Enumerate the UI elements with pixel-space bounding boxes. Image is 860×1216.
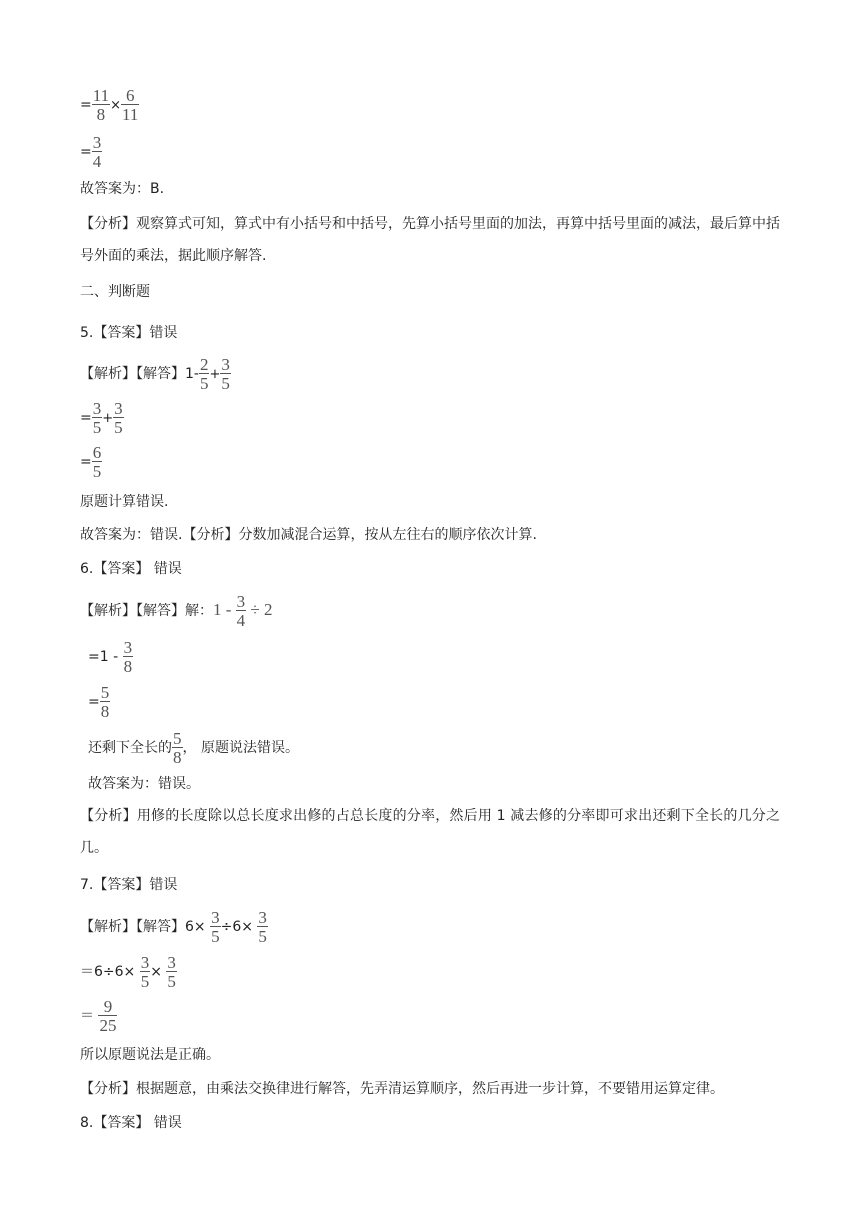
fraction: $\frac{3}{5}$ [140,953,150,991]
fraction: $\frac{3}{5}$ [221,355,230,393]
fraction: $\frac{3}{5}$ [258,908,267,946]
q7-analysis: 【分析】根据题意，由乘法交换律进行解答，先弄清运算顺序，然后再进一步计算，不要错用运算定律。 [80,1081,724,1097]
fraction: $\frac{3}{4}$ [236,592,246,630]
fraction: $\frac{3}{5}$ [114,399,123,437]
q5-analysis: 故答案为：错误.【分析】分数加减混合运算，按从左往右的顺序依次计算. [80,527,537,543]
q5-conclusion: 原题计算错误. [80,494,169,510]
calc-line [80,135,102,169]
q6-calc-line: = $\frac{5}{8}$ [88,683,110,721]
fraction: $\frac{6}{5}$ [92,443,102,481]
fraction: $\frac{11}{8}$ [92,86,110,124]
fraction: $\frac{3}{4}$ [92,133,102,171]
q6-answer-heading: 6.【答案】 错误 [80,561,182,577]
fraction: $\frac{3}{5}$ [167,953,176,991]
fraction: $\frac{5}{8}$ [173,729,182,767]
fraction: $\frac{3}{5}$ [211,908,220,946]
fraction: $\frac{3}{8}$ [123,638,133,676]
q6-solution-line: 【解析】【解答】解：1 - $\frac{3}{4}$ ÷ 2 [80,592,273,630]
answer-line: 故答案为：B. [80,181,165,197]
equals-sign: = [80,144,92,160]
q7-calc-line: ＝6÷6× $\frac{3}{5}$ × $\frac{3}{5}$ [80,953,176,991]
section-heading: 二、判断题 [80,284,150,300]
q5-calc-line: = $\frac{6}{5}$ [80,443,102,481]
q6-conclusion: 还剩下全长的 $\frac{5}{8}$ ， 原题说法错误。 [88,729,299,767]
q8-answer-heading: 8.【答案】 错误 [80,1115,182,1131]
q5-solution-line: 【解析】【解答】1- $\frac{2}{5}$ + $\frac{3}{5}$ [80,355,230,393]
fraction: $\frac{6}{11}$ [122,86,139,124]
q7-answer-heading: 7.【答案】错误 [80,877,178,893]
fraction: $\frac{9}{25}$ [99,997,117,1035]
fraction: $\frac{5}{8}$ [100,683,110,721]
q5-answer-heading: 5.【答案】错误 [80,325,178,341]
q6-analysis: 【分析】用修的长度除以总长度求出修的占总长度的分率，然后用 1 减去修的分率即可求出还剩下全长的几分之几。 [80,808,780,856]
q6-answer-line: 故答案为：错误。 [88,776,200,792]
analysis-paragraph: 【分析】观察算式可知，算式中有小括号和中括号，先算小括号里面的加法，再算中括号里面的减法，最后算中括号外面的乘法，据此顺序解答. [80,216,780,264]
fraction: $\frac{3}{5}$ [92,399,102,437]
calc-line [80,88,139,122]
q7-calc-line: ＝ $\frac{9}{25}$ [80,997,117,1035]
q7-conclusion: 所以原题说法是正确。 [80,1047,220,1063]
q5-calc-line: = $\frac{3}{5}$ + $\frac{3}{5}$ [80,399,123,437]
operator: × [110,98,122,113]
equals-sign: = [80,97,92,113]
q7-solution-line: 【解析】【解答】6× $\frac{3}{5}$ ÷6× $\frac{3}{5}$ [80,908,267,946]
fraction: $\frac{2}{5}$ [199,355,209,393]
q6-calc-line: =1 - $\frac{3}{8}$ [88,638,133,676]
